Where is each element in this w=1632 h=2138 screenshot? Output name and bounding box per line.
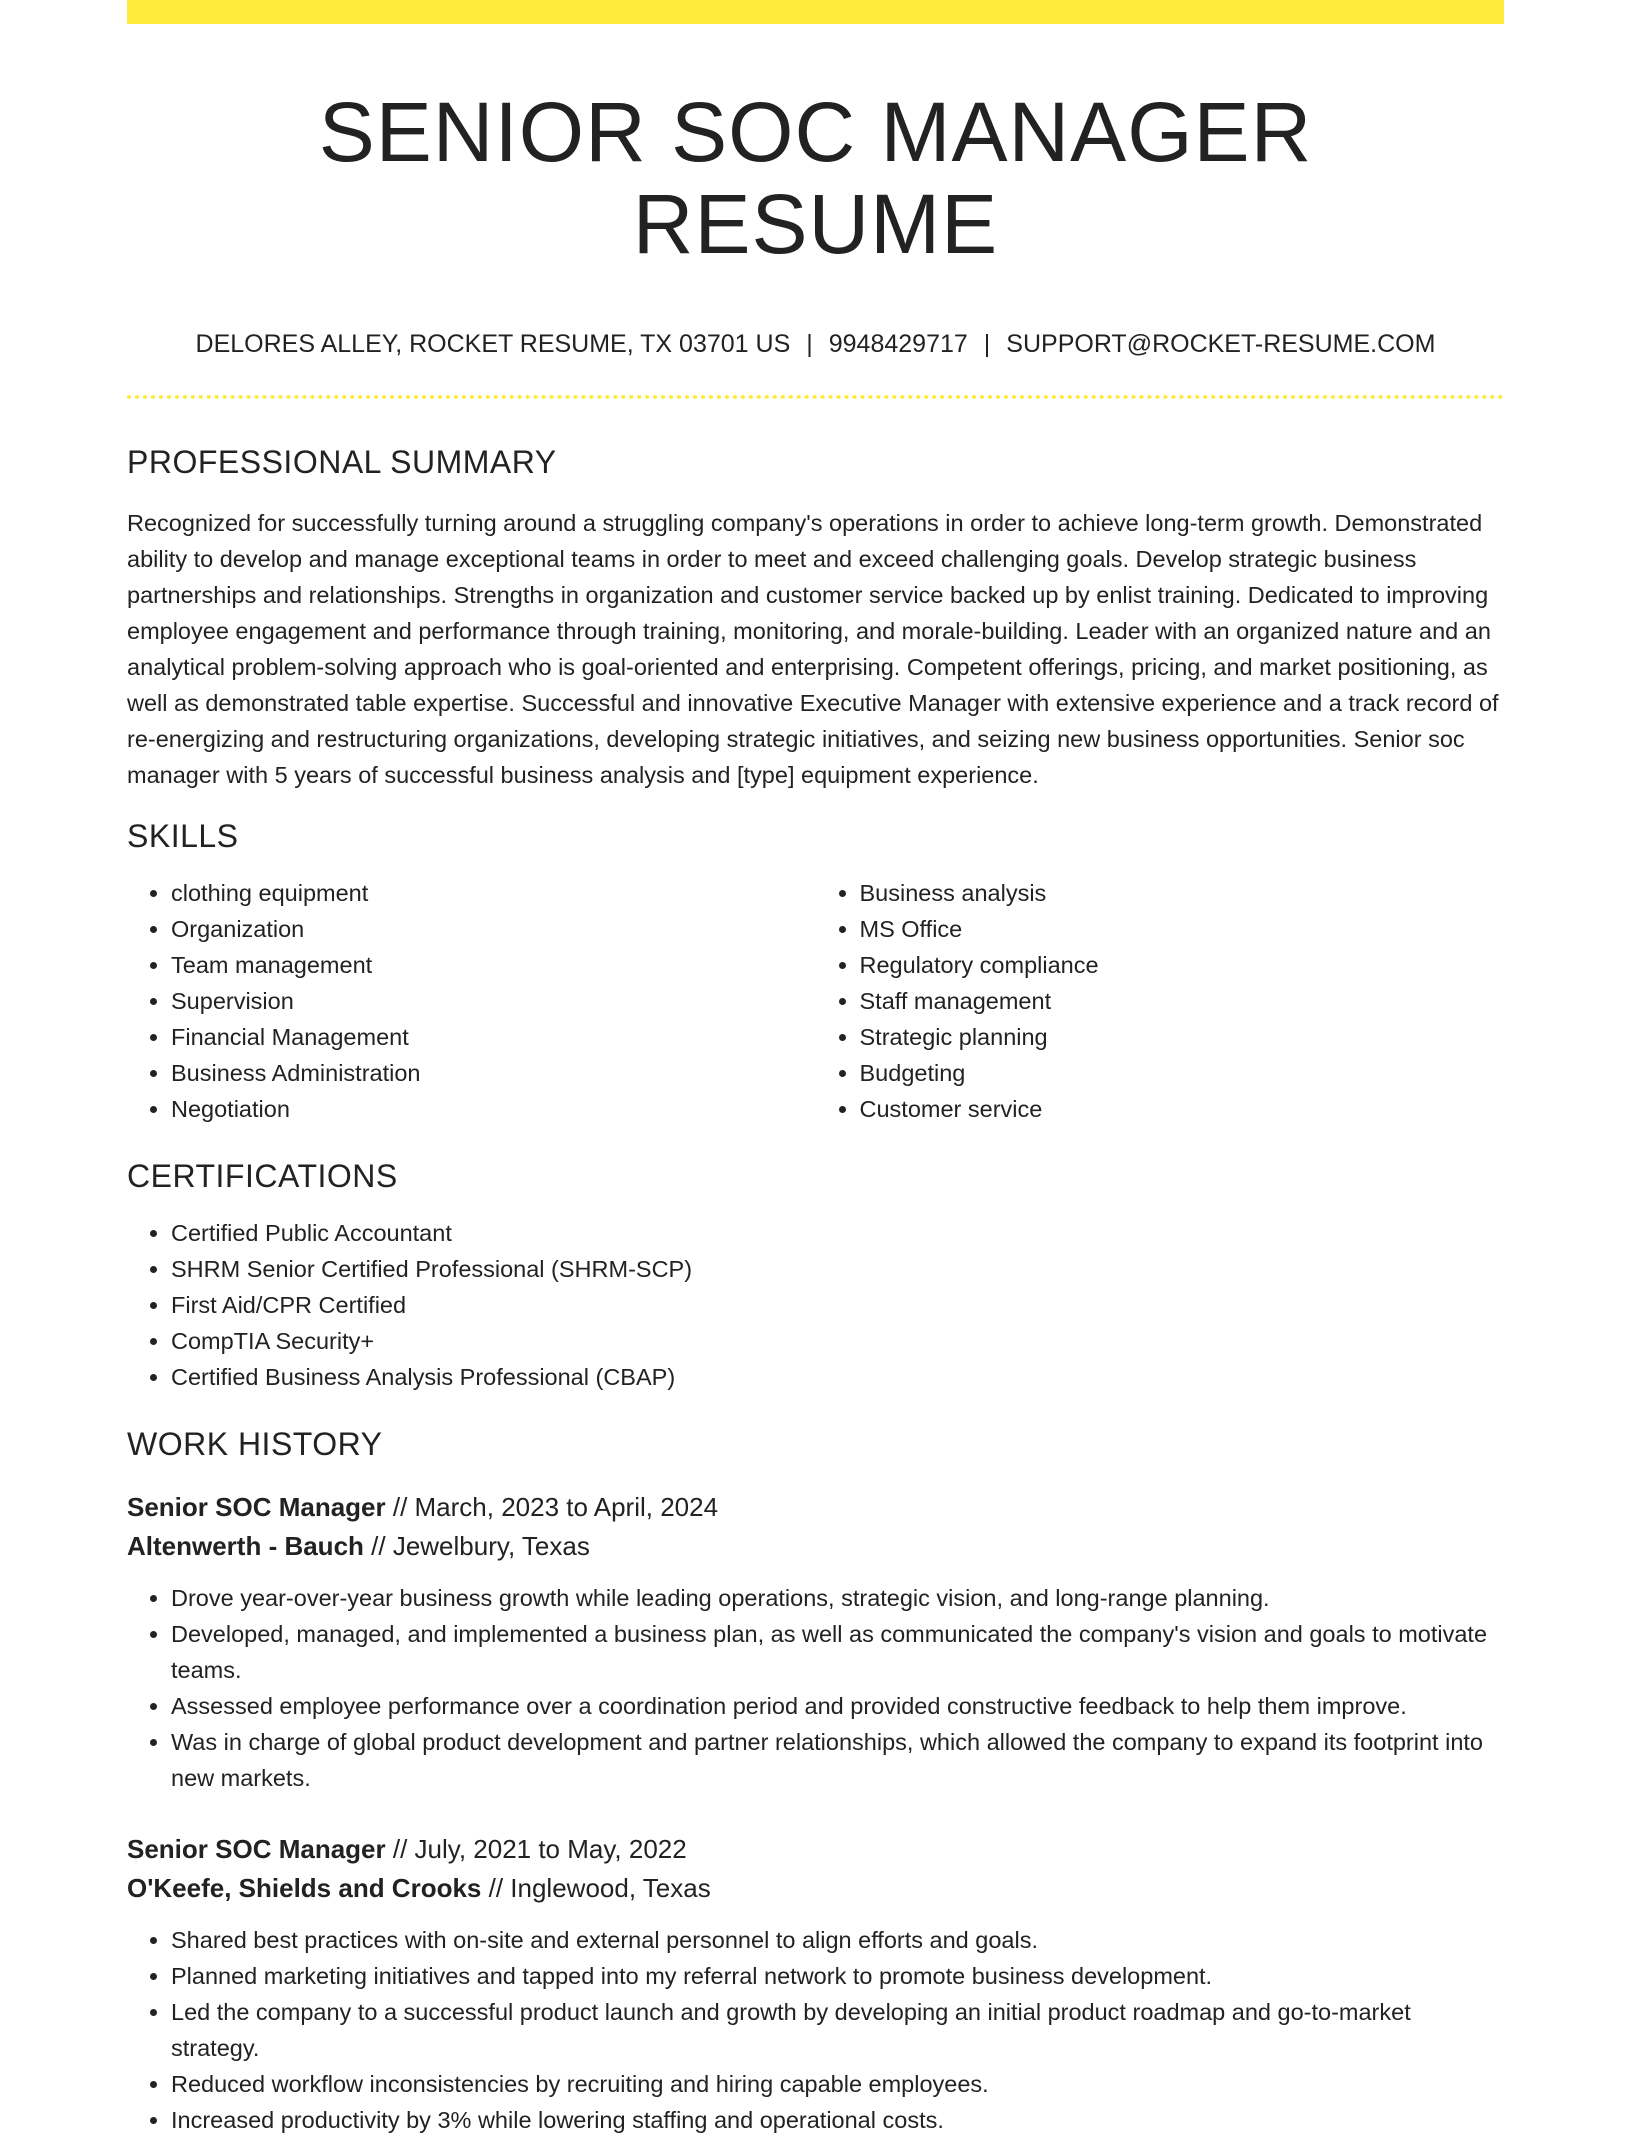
skill-item: • clothing equipment [171, 875, 816, 911]
job-company-line [127, 1527, 1504, 1566]
skills-list-right [816, 875, 1505, 1127]
work-history-heading: WORK HISTORY [127, 1426, 383, 1463]
skill-item: • Supervision [171, 983, 816, 1019]
skill-item: • Regulatory compliance [860, 947, 1505, 983]
skill-item: • Financial Management [171, 1019, 816, 1055]
job-bullet: • Assessed employee performance over a coordination period and provided constructive feedback to help them improve. [171, 1688, 1504, 1724]
summary-heading: PROFESSIONAL SUMMARY [127, 443, 557, 480]
resume-title: SENIOR SOC MANAGER RESUME [318, 85, 1313, 272]
job-title-line [127, 1830, 1504, 1869]
certification-item: • Certified Business Analysis Professional (CBAP) [171, 1359, 1504, 1395]
dotted-divider [127, 395, 1504, 399]
certifications-heading: CERTIFICATIONS [127, 1158, 398, 1195]
job-bullet: • Reduced workflow inconsistencies by recruiting and hiring capable employees. [171, 2066, 1504, 2102]
job-bullet: • Led the company to a successful product launch and growth by developing an initial product roadmap and go-to-market strategy. [171, 1994, 1504, 2066]
job-role: Senior SOC Manager [127, 1491, 386, 1522]
skill-item: • Strategic planning [860, 1019, 1505, 1055]
certifications-list [127, 1215, 1504, 1395]
summary-text: Recognized for successfully turning around a struggling company's operations in order to achieve long-term growth. Demonstrated ability to develop and manage exceptional teams in order to meet and exceed challenging goals. Develop strategic business partnerships and relationships. Strengths in organization and customer service backed up by enlist training. Dedicated to improving employee engagement and performance through training, monitoring, and morale-building. Leader with an organized nature and an analytical problem-solving approach who is goal-oriented and enterprising. Competent offerings, pricing, and market positioning, as well as demonstrated table expertise. Successful and innovative Executive Manager with extensive experience and a track record of re-energizing and restructuring organizations, developing strategic initiatives, and seizing new business opportunities. Senior soc manager with 5 years of successful business analysis and [type] equipment experience. [127, 510, 1499, 789]
skills-grid [127, 875, 1504, 1127]
job-location: // Jewelbury, Texas [363, 1530, 590, 1561]
contact-line [127, 329, 1504, 359]
resume-page [127, 0, 1504, 2138]
job-company: Altenwerth - Bauch [127, 1530, 364, 1561]
top-accent-bar [127, 0, 1504, 24]
certification-item: • Certified Public Accountant [171, 1215, 1504, 1251]
job-company: O'Keefe, Shields and Crooks [127, 1872, 482, 1903]
job-dates: // July, 2021 to May, 2022 [385, 1833, 687, 1864]
job-entry [127, 1488, 1504, 1796]
job-bullet: • Increased productivity by 3% while lowering staffing and operational costs. [171, 2102, 1504, 2138]
skills-heading: SKILLS [127, 817, 239, 854]
job-bullets [127, 1922, 1504, 2138]
skill-item: • Team management [171, 947, 816, 983]
skill-item: • Business Administration [171, 1055, 816, 1091]
certification-item: • SHRM Senior Certified Professional (SHRM-SCP) [171, 1251, 1504, 1287]
contact-phone: 9948429717 [828, 329, 968, 358]
contact-separator: | [806, 329, 813, 358]
job-bullet: • Shared best practices with on-site and external personnel to align efforts and goals. [171, 1922, 1504, 1958]
job-bullet: • Developed, managed, and implemented a business plan, as well as communicated the company's vision and goals to motivate teams. [171, 1616, 1504, 1688]
skill-item: • Organization [171, 911, 816, 947]
skill-item: • Budgeting [860, 1055, 1505, 1091]
skill-item: • Customer service [860, 1091, 1505, 1127]
skill-item: • Negotiation [171, 1091, 816, 1127]
skill-item: • Staff management [860, 983, 1505, 1019]
contact-email: SUPPORT@ROCKET-RESUME.COM [1006, 329, 1436, 358]
job-bullet: • Planned marketing initiatives and tapped into my referral network to promote business development. [171, 1958, 1504, 1994]
skill-item: • MS Office [860, 911, 1505, 947]
job-entry [127, 1830, 1504, 2138]
contact-address: DELORES ALLEY, ROCKET RESUME, TX 03701 US [195, 329, 791, 358]
job-bullet: • Drove year-over-year business growth while leading operations, strategic vision, and long-range planning. [171, 1580, 1504, 1616]
job-role: Senior SOC Manager [127, 1833, 386, 1864]
skills-list-left [127, 875, 816, 1127]
job-dates: // March, 2023 to April, 2024 [385, 1491, 719, 1522]
skill-item: • Business analysis [860, 875, 1505, 911]
contact-separator: | [983, 329, 991, 358]
job-location: // Inglewood, Texas [481, 1872, 711, 1903]
certification-item: • CompTIA Security+ [171, 1323, 1504, 1359]
job-title-line [127, 1488, 1504, 1527]
certification-item: • First Aid/CPR Certified [171, 1287, 1504, 1323]
job-company-line [127, 1869, 1504, 1908]
job-bullets [127, 1580, 1504, 1796]
job-bullet: • Was in charge of global product development and partner relationships, which allowed the company to expand its footprint into new markets. [171, 1724, 1504, 1796]
